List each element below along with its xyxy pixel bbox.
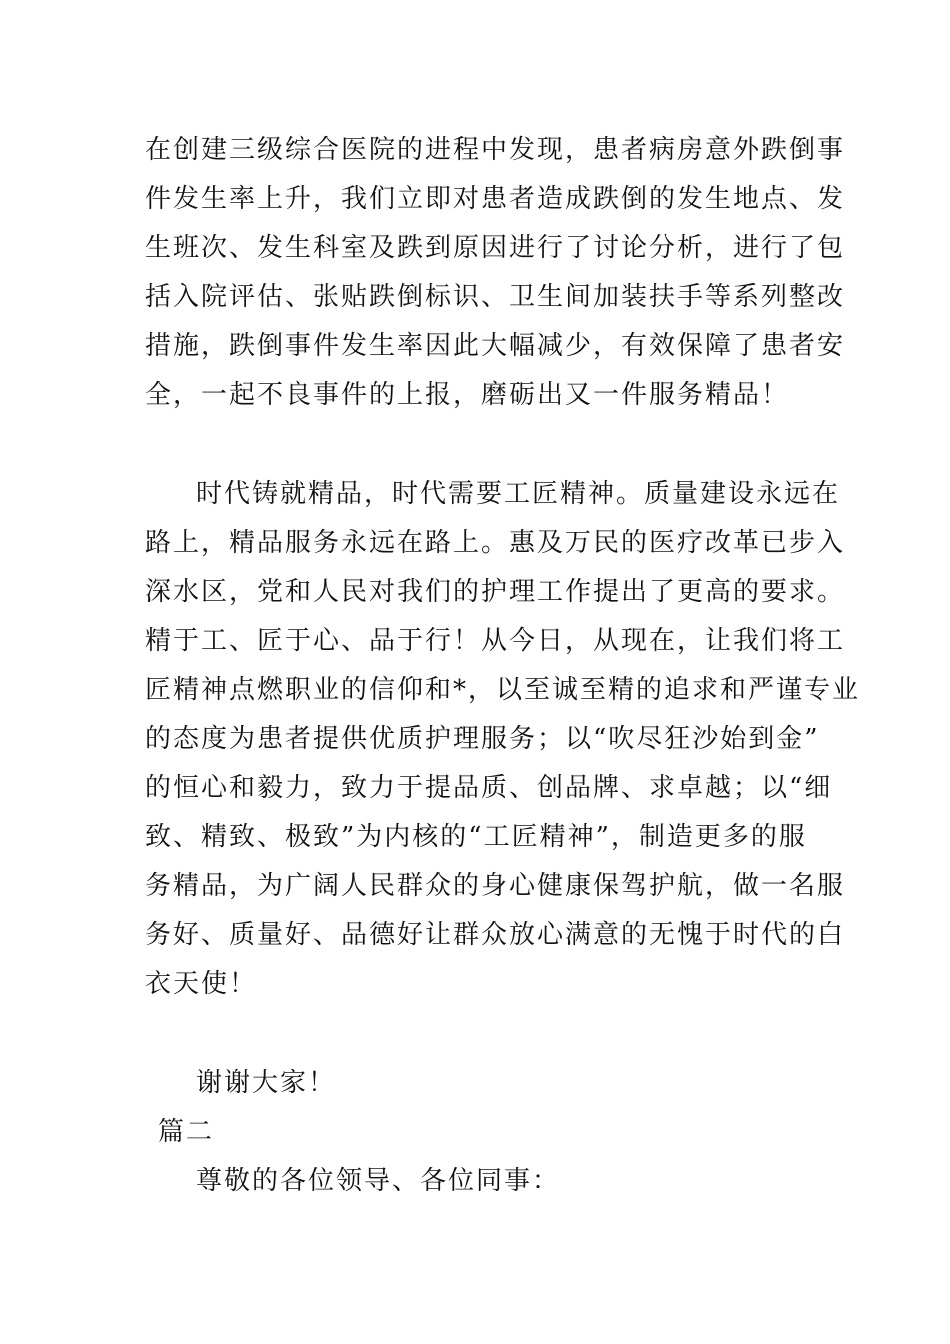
paragraph-2-line-10: 务好、质量好、品德好让群众放心满意的无愧于时代的白 xyxy=(145,920,846,950)
closing-line: 谢谢大家！ xyxy=(196,1068,337,1098)
salutation-line: 尊敬的各位领导、各位同事： xyxy=(196,1166,561,1196)
paragraph-1-line-4: 括入院评估、张贴跌倒标识、卫生间加装扶手等系列整改 xyxy=(145,282,846,312)
paragraph-2-line-4: 精于工、匠于心、品于行！从今日，从现在，让我们将工 xyxy=(145,626,846,656)
paragraph-2-line-7: 的恒心和毅力，致力于提品质、创品牌、求卓越；以“细 xyxy=(145,773,833,803)
paragraph-2-line-2: 路上，精品服务永远在路上。惠及万民的医疗改革已步入 xyxy=(145,528,846,558)
paragraph-2-line-11: 衣天使！ xyxy=(145,969,258,999)
paragraph-2-line-3: 深水区，党和人民对我们的护理工作提出了更高的要求。 xyxy=(145,577,846,607)
paragraph-1-line-5: 措施，跌倒事件发生率因此大幅减少，有效保障了患者安 xyxy=(145,331,846,361)
paragraph-1-line-2: 件发生率上升，我们立即对患者造成跌倒的发生地点、发 xyxy=(145,184,846,214)
paragraph-2-line-5: 匠精神点燃职业的信仰和*，以至诚至精的追求和严谨专业 xyxy=(145,675,861,705)
paragraph-1-line-3: 生班次、发生科室及跌到原因进行了讨论分析，进行了包 xyxy=(145,233,846,263)
paragraph-2-line-6: 的态度为患者提供优质护理服务；以“吹尽狂沙始到金” xyxy=(145,724,820,754)
section-heading: 篇二 xyxy=(158,1117,215,1147)
paragraph-2-line-8: 致、精致、极致”为内核的“工匠精神”，制造更多的服 xyxy=(145,822,807,852)
paragraph-1-line-6: 全，一起不良事件的上报，磨砺出又一件服务精品！ xyxy=(145,380,790,410)
paragraph-1-line-1: 在创建三级综合医院的进程中发现，患者病房意外跌倒事 xyxy=(145,135,846,165)
paragraph-2-line-9: 务精品，为广阔人民群众的身心健康保驾护航，做一名服 xyxy=(145,871,846,901)
paragraph-2-line-1: 时代铸就精品，时代需要工匠精神。质量建设永远在 xyxy=(196,479,841,509)
